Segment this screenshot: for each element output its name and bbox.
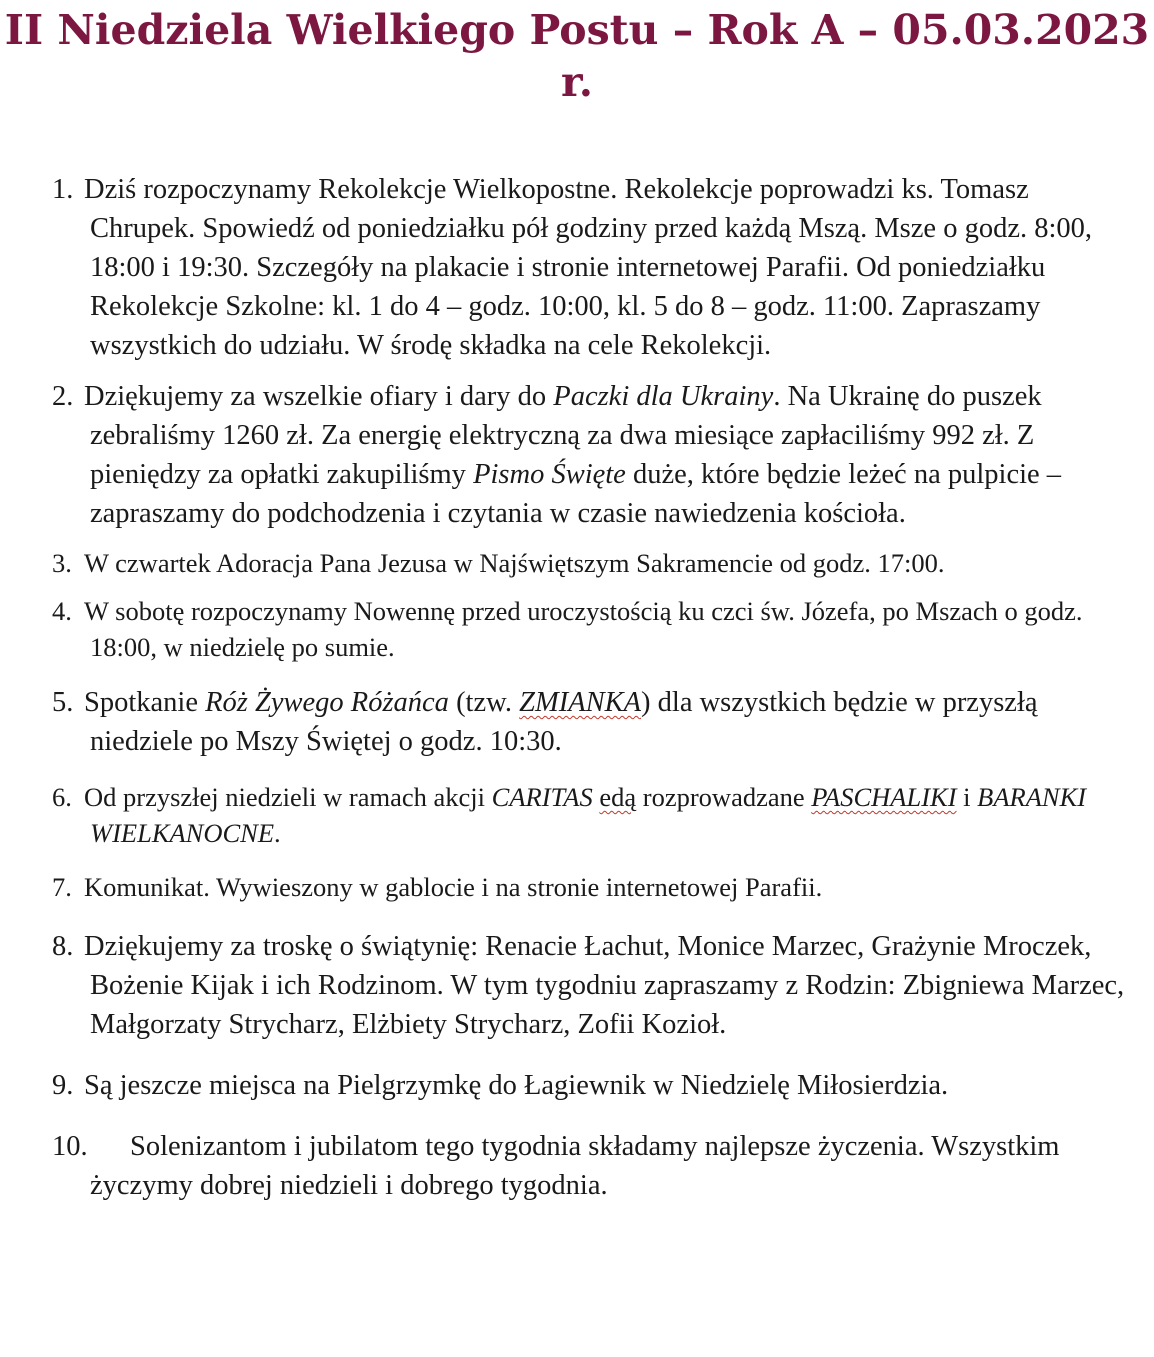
list-item: [52, 927, 1127, 1044]
item-text: .: [274, 818, 281, 848]
item-emphasis: CARITAS: [491, 782, 593, 812]
item-number: 3.: [52, 548, 72, 578]
list-item: [52, 545, 1127, 581]
item-number: 7.: [52, 872, 72, 902]
item-text: Spotkanie: [84, 687, 206, 718]
item-number: 8.: [52, 931, 74, 962]
announcements-list: [52, 170, 1127, 1205]
list-item: [52, 869, 1127, 905]
item-text: Są jeszcze miejsca na Pielgrzymkę do Łagiewnik w Niedzielę Miłosierdzia.: [84, 1070, 949, 1101]
item-number: 10.: [52, 1131, 88, 1162]
item-text: Od przyszłej niedzieli w ramach akcji: [84, 782, 492, 812]
item-number: 2.: [52, 381, 74, 412]
list-item: [52, 779, 1127, 851]
item-text: Dziękujemy za wszelkie ofiary i dary do: [84, 381, 554, 412]
item-number: 6.: [52, 782, 72, 812]
list-item: [52, 1127, 1127, 1205]
item-text: Komunikat. Wywieszony w gablocie i na stronie internetowej Parafii.: [84, 872, 823, 902]
item-number: 1.: [52, 174, 74, 205]
list-item: [52, 170, 1127, 365]
item-text: Dziś rozpoczynamy Rekolekcje Wielkopostne. Rekolekcje poprowadzi ks. Tomasz Chrupek. Spowiedź od poniedziałku pół godziny przed każdą Mszą. Msze o godz. 8:00, 18:00 i 19:30. Szczegóły na plakacie i stronie internetowej Parafii. Od poniedziałku Rekolekcje Szkolne: kl. 1 do 4 – godz. 10:00, kl. 5 do 8 – godz. 11:00. Zapraszamy wszystkich do udziału. W środę składka na cele Rekolekcji.: [84, 174, 1093, 361]
item-number: 5.: [52, 687, 74, 718]
item-emphasis: Paczki dla Ukrainy: [553, 381, 774, 412]
item-emphasis: Pismo Święte: [473, 459, 626, 490]
list-item: [52, 1066, 1127, 1105]
item-number: 9.: [52, 1070, 74, 1101]
item-text: rozprowadzane: [636, 782, 812, 812]
item-text: Solenizantom i jubilatom tego tygodnia składamy najlepsze życzenia. Wszystkim życzymy dobrej niedzieli i dobrego tygodnia.: [90, 1131, 1060, 1201]
item-text: edą: [599, 782, 637, 812]
item-text: ) dla wszystkich będzie w przyszłą niedziele po Mszy Świętej o godz. 10:30.: [90, 687, 1038, 757]
item-text: . Na Ukrainę do puszek zebraliśmy 1260 zł. Za energię elektryczną za dwa miesiące zapłaciliśmy 992 zł. Z pieniędzy za opłatki zakupiliśmy: [90, 381, 1042, 490]
item-emphasis: Róż Żywego Różańca: [205, 687, 449, 718]
list-item: [52, 683, 1127, 761]
item-text: Dziękujemy za troskę o świątynię: Renacie Łachut, Monice Marzec, Grażynie Mroczek, Bożenie Kijak i ich Rodzinom. W tym tygodniu zapraszamy z Rodzin: Zbigniewa Marzec, Małgorzaty Strycharz, Elżbiety Strycharz, Zofii Kozioł.: [84, 931, 1125, 1040]
item-emphasis: BARANKI WIELKANOCNE: [90, 782, 1087, 848]
page-title: II Niedziela Wielkiego Postu – Rok A – 05.03.2023 r.: [4, 6, 1150, 106]
item-emphasis: PASCHALIKI: [811, 782, 957, 812]
item-number: 4.: [52, 596, 72, 626]
item-text: i: [956, 782, 978, 812]
item-text: (tzw.: [448, 687, 520, 718]
list-item: [52, 593, 1127, 665]
item-text: duże, które będzie leżeć na pulpicie – zapraszamy do podchodzenia i czytania w czasie nawiedzenia kościoła.: [90, 459, 1062, 529]
list-item: [52, 377, 1127, 533]
item-text: W sobotę rozpoczynamy Nowennę przed uroczystością ku czci św. Józefa, po Mszach o godz. 18:00, w niedzielę po sumie.: [84, 596, 1083, 662]
item-emphasis: ZMIANKA: [519, 687, 642, 718]
item-text: W czwartek Adoracja Pana Jezusa w Najświętszym Sakramencie od godz. 17:00.: [84, 548, 945, 578]
